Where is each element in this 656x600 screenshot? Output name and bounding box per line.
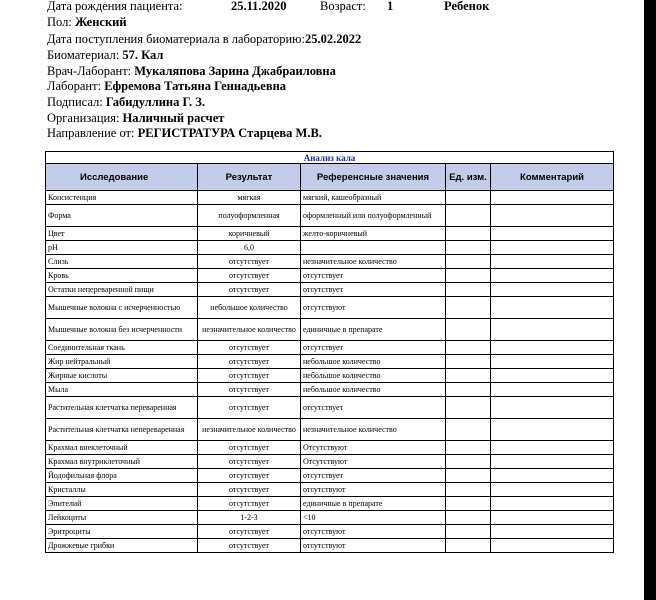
cell-unit [446,497,491,511]
dob-label: Дата рождения пациента: [47,0,183,13]
cell-result: небольшое количество [198,297,301,319]
cell-comment [491,525,614,539]
cell-test-name: Мышечные волокна без исчерченности [46,319,198,341]
lab-tech-value: Ефремова Татьяна Геннадьевна [104,79,287,93]
cell-result: отсутствует [198,455,301,469]
table-row [46,383,614,397]
cell-unit [446,483,491,497]
cell-result: отсутствует [198,483,301,497]
cell-test-name: Дрожжевые грибки [46,539,198,553]
cell-unit [446,319,491,341]
table-title: Анализ кала [46,152,614,164]
cell-unit [446,419,491,441]
cell-reference: отсутствуют [301,539,446,553]
cell-result: отсутствует [198,497,301,511]
cell-comment [491,511,614,525]
cell-reference: Отсутствуют [301,441,446,455]
cell-test-name: Жир нейтральный [46,355,198,369]
cell-comment [491,255,614,269]
sex-value: Женский [74,15,127,29]
cell-unit [446,525,491,539]
table-row [46,283,614,297]
cell-test-name: Кристаллы [46,483,198,497]
age-value: 1 [387,0,394,13]
cell-unit [446,383,491,397]
cell-reference: <10 [301,511,446,525]
cell-result: незначительное количество [198,419,301,441]
dob-line [47,0,183,14]
cell-test-name: Йодофильная флора [46,469,198,483]
biomaterial-line [47,47,163,63]
cell-result: отсутствует [198,255,301,269]
table-row [46,511,614,525]
cell-comment [491,191,614,205]
cell-comment [491,383,614,397]
cell-comment [491,355,614,369]
cell-result: незначительное количество [198,319,301,341]
cell-result: мягкая [198,191,301,205]
lab-tech-line [47,78,286,94]
biomaterial-value: 57. Кал [122,48,164,62]
cell-test-name: Соединительная ткань [46,341,198,355]
cell-test-name: Эритроциты [46,525,198,539]
table-row [46,469,614,483]
referral-value: РЕГИСТРАТУРА Старцева М.В. [137,126,322,140]
cell-comment [491,469,614,483]
cell-reference: отсутствует [301,397,446,419]
cell-result: отсутствует [198,355,301,369]
cell-test-name: Крахмал внеклеточный [46,441,198,455]
dob-value: 25.11.2020 [231,0,287,13]
cell-comment [491,397,614,419]
table-row [46,369,614,383]
cell-reference: отсутствует [301,283,446,297]
cell-comment [491,283,614,297]
received-value: 25.02.2022 [304,32,362,46]
cell-unit [446,191,491,205]
table-row [46,497,614,511]
doctor-label: Врач-Лаборант: [47,64,132,78]
cell-unit [446,255,491,269]
cell-comment [491,341,614,355]
table-row [46,241,614,255]
signed-line [47,94,205,110]
cell-test-name: Мышечные волокна с исчерченностью [46,297,198,319]
cell-test-name: Растительная клетчатка переваренная [46,397,198,419]
cell-unit [446,297,491,319]
table-row [46,397,614,419]
cell-test-name: Цвет [46,227,198,241]
cell-result: отсутствует [198,283,301,297]
col-header-result: Результат [198,164,301,191]
cell-result: полуоформленная [198,205,301,227]
cell-result: отсутствует [198,269,301,283]
table-row [46,297,614,319]
cell-result: отсутствует [198,397,301,419]
cell-reference: отсутствуют [301,483,446,497]
cell-comment [491,539,614,553]
referral-label: Направление от: [47,126,135,140]
table-row [46,255,614,269]
cell-reference: незначительное количество [301,255,446,269]
cell-reference: Отсутствуют [301,455,446,469]
cell-result: 6,0 [198,241,301,255]
cell-test-name: Форма [46,205,198,227]
cell-unit [446,205,491,227]
cell-unit [446,269,491,283]
cell-test-name: Жирные кислоты [46,369,198,383]
cell-test-name: Мыла [46,383,198,397]
cell-comment [491,241,614,255]
cell-comment [491,297,614,319]
table-row [46,441,614,455]
table-row [46,525,614,539]
org-label: Организация: [47,111,120,125]
col-header-test: Исследование [46,164,198,191]
cell-comment [491,419,614,441]
doctor-value: Мукаляпова Зарина Джабраиловна [134,64,336,78]
col-header-unit: Ед. изм. [446,164,491,191]
cell-reference: отсутствуют [301,297,446,319]
cell-reference: единичные в препарате [301,319,446,341]
cell-unit [446,355,491,369]
cell-comment [491,441,614,455]
cell-result: отсутствует [198,441,301,455]
table-row [46,455,614,469]
cell-reference: небольшое количество [301,355,446,369]
col-header-reference: Референсные значения [301,164,446,191]
cell-comment [491,369,614,383]
cell-test-name: Консистенция [46,191,198,205]
cell-result: отсутствует [198,539,301,553]
cell-unit [446,241,491,255]
cell-result: отсутствует [198,469,301,483]
cell-test-name: Лейкоциты [46,511,198,525]
cell-unit [446,397,491,419]
cell-reference: желто-коричневый [301,227,446,241]
cell-unit [446,283,491,297]
cell-unit [446,441,491,455]
signed-label: Подписал: [47,95,103,109]
cell-comment [491,205,614,227]
cell-test-name: pH [46,241,198,255]
cell-comment [491,483,614,497]
table-row [46,205,614,227]
table-row [46,483,614,497]
cell-reference [301,241,446,255]
cell-comment [491,227,614,241]
age-category: Ребенок [444,0,490,13]
received-label: Дата поступления биоматериала в лабораторию: [47,32,305,46]
org-value: Наличный расчет [122,111,225,125]
table-body [46,191,614,553]
table-row [46,419,614,441]
scan-edge [644,0,656,600]
cell-reference: оформленный или полуоформленный [301,205,446,227]
received-line [47,31,361,47]
biomaterial-label: Биоматериал: [47,48,120,62]
cell-comment [491,497,614,511]
cell-comment [491,269,614,283]
cell-unit [446,539,491,553]
cell-unit [446,469,491,483]
table-row [46,341,614,355]
doctor-line [47,63,336,79]
cell-result: 1-2-3 [198,511,301,525]
cell-result: отсутствует [198,369,301,383]
cell-unit [446,341,491,355]
cell-result: отсутствует [198,525,301,539]
referral-line [47,125,322,141]
cell-reference: единичные в препарате [301,497,446,511]
cell-reference: отсутствует [301,341,446,355]
table-row [46,191,614,205]
cell-unit [446,369,491,383]
cell-test-name: Эпителий [46,497,198,511]
cell-test-name: Растительная клетчатка непереваренная [46,419,198,441]
cell-unit [446,511,491,525]
signed-value: Габидуллина Г. З. [105,95,205,109]
cell-result: коричневый [198,227,301,241]
cell-reference: небольшое количество [301,383,446,397]
cell-comment [491,455,614,469]
table-row [46,269,614,283]
cell-test-name: Остатки непереваренной пищи [46,283,198,297]
table-row [46,319,614,341]
cell-reference: отсутствуют [301,525,446,539]
age-label: Возраст: [320,0,366,13]
lab-tech-label: Лаборант: [47,79,102,93]
cell-result: отсутствует [198,341,301,355]
sex-line [47,14,127,30]
table-row [46,539,614,553]
cell-reference: мягкий, кашеобразный [301,191,446,205]
org-line [47,110,224,126]
table-row [46,355,614,369]
cell-test-name: Кровь [46,269,198,283]
cell-test-name: Крахмал внутриклеточный [46,455,198,469]
cell-unit [446,455,491,469]
cell-test-name: Слизь [46,255,198,269]
cell-reference: незначительное количество [301,419,446,441]
sex-label: Пол: [47,15,72,29]
stool-analysis-table [45,151,614,553]
cell-reference: отсутствует [301,269,446,283]
col-header-comment: Комментарий [491,164,614,191]
cell-result: отсутствует [198,383,301,397]
cell-reference: небольшое количество [301,369,446,383]
cell-comment [491,319,614,341]
table-row [46,227,614,241]
cell-reference: отсутствует [301,469,446,483]
cell-unit [446,227,491,241]
